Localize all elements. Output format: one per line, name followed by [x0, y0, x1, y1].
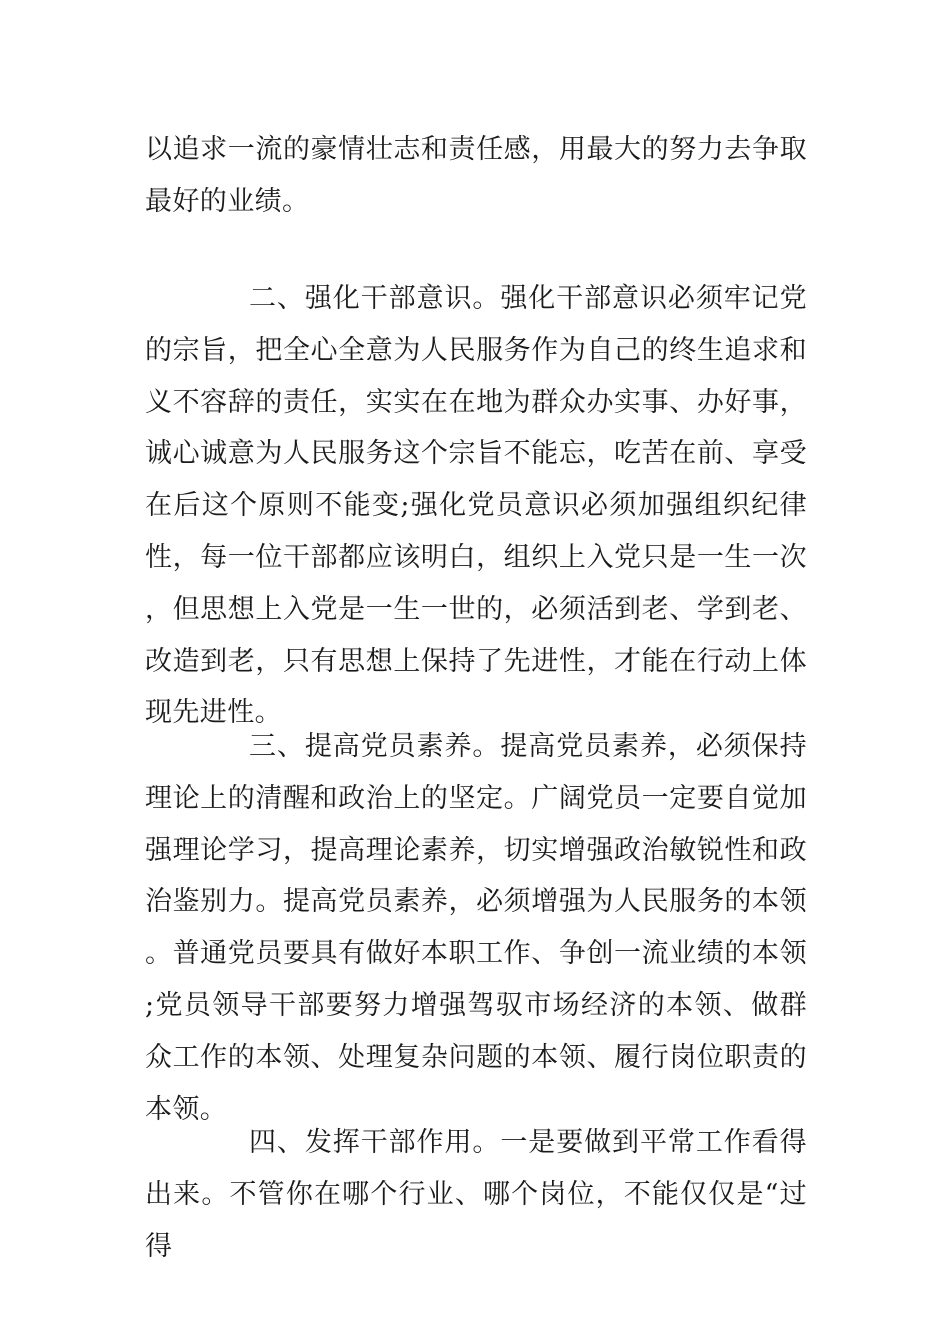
- paragraph-continuation: 以追求一流的豪情壮志和责任感，用最大的努力去争取最好的业绩。: [145, 134, 807, 217]
- paragraph-cadre-role: 四、发挥干部作用。一是要做到平常工作看得出来。不管你在哪个行业、哪个岗位，不能仅仅是“过得: [145, 1127, 807, 1262]
- paragraph-cadre-awareness: 二、强化干部意识。强化干部意识必须牢记党的宗旨，把全心全意为人民服务作为自己的终生追求和义不容辞的责任，实实在在地为群众办实事、办好事，诚心诚意为人民服务这个宗旨不能忘，吃苦在前、享受在后这个原则不能变;强化党员意识必须加强组织纪律性，每一位干部都应该明白，组织上入党只是一生一次，但思想上入党是一生一世的，必须活到老、学到老、改造到老，只有思想上保持了先进性，才能在行动上体现先进性。: [145, 283, 807, 729]
- paragraph-party-member-quality: 三、提高党员素养。提高党员素养，必须保持理论上的清醒和政治上的坚定。广阔党员一定要自觉加强理论学习，提高理论素养，切实增强政治敏锐性和政治鉴别力。提高党员素养，必须增强为人民服务的本领。普通党员要具有做好本职工作、争创一流业绩的本领;党员领导干部要努力增强驾驭市场经济的本领、做群众工作的本领、处理复杂问题的本领、履行岗位职责的本领。: [145, 731, 807, 1125]
